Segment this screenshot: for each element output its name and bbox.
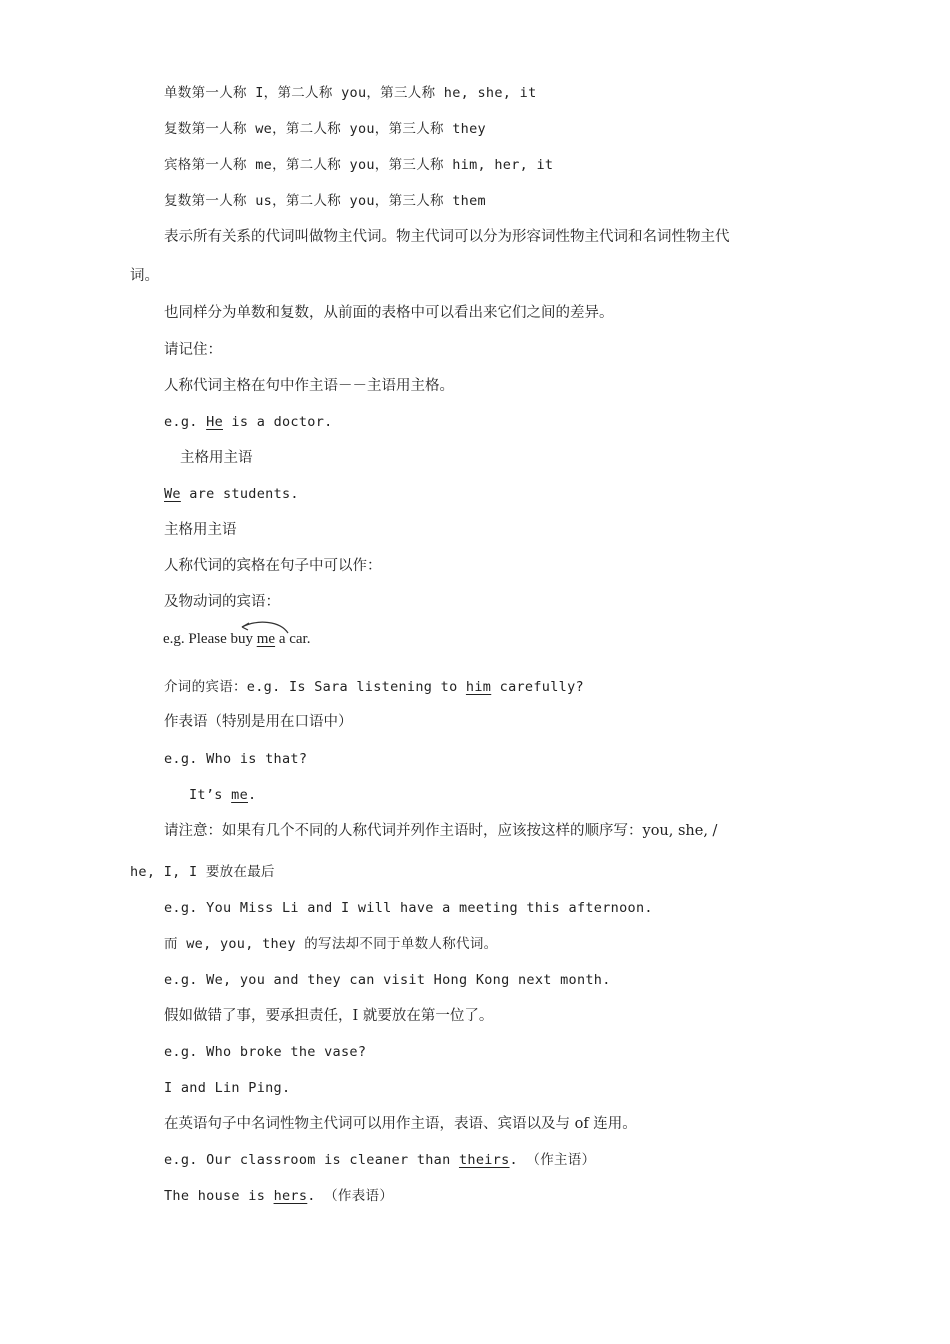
text-line: 假如做错了事，要承担责任，I 就要放在第一位了。: [164, 1008, 494, 1024]
example-prefix: e.g. Please buy: [163, 631, 257, 647]
text-line: 请记住：: [164, 342, 222, 358]
text-line: 表示所有关系的代词叫做物主代词。物主代词可以分为形容词性物主代词和名词性物主代: [164, 229, 730, 245]
example-prefix: 介词的宾语：e.g. Is Sara listening to: [164, 679, 466, 695]
text-line: 在英语句子中名词性物主代词可以用作主语，表语、宾语以及与 of 连用。: [164, 1116, 637, 1132]
text-line: 人称代词主格在句中作主语－－主语用主格。: [164, 378, 454, 394]
example-rest: a car.: [275, 631, 311, 647]
text-line: 宾格第一人称 me，第二人称 you，第三人称 him, her, it: [164, 157, 554, 173]
underlined-word: He: [206, 414, 223, 430]
text-line: 而 we, you, they 的写法却不同于单数人称代词。: [164, 936, 498, 952]
text-line: 也同样分为单数和复数，从前面的表格中可以看出来它们之间的差异。: [164, 305, 614, 321]
example-rest: .: [248, 787, 257, 803]
text-line: 及物动词的宾语：: [164, 594, 280, 610]
example-line: [164, 1150, 595, 1170]
example-line: [164, 484, 299, 504]
example-line: e.g. We, you and they can visit Hong Kong next month.: [164, 972, 611, 988]
text-line: 复数第一人称 us，第二人称 you，第三人称 them: [164, 193, 486, 209]
underlined-word: him: [465, 679, 492, 695]
underlined-word: me: [256, 631, 276, 647]
example-prefix: e.g.: [164, 414, 207, 430]
example-rest: . （作表语）: [307, 1188, 394, 1204]
example-rest: is a doctor.: [223, 414, 333, 430]
underlined-word: me: [231, 787, 248, 803]
text-line: 人称代词的宾格在句子中可以作：: [164, 558, 382, 574]
underlined-word: hers: [273, 1188, 308, 1204]
example-prefix: It’s: [189, 787, 232, 803]
text-line: 请注意：如果有几个不同的人称代词并列作主语时，应该按这样的顺序写：you, she, /: [164, 823, 718, 839]
example-line: [164, 412, 333, 432]
example-prefix: The house is: [164, 1188, 274, 1204]
text-line: 词。: [130, 268, 159, 284]
example-line: [164, 1186, 393, 1206]
annotation-line: 主格用主语: [164, 522, 237, 538]
example-line: e.g. Who is that?: [164, 751, 308, 767]
underlined-word: theirs: [458, 1152, 510, 1168]
text-line: 单数第一人称 I，第二人称 you，第三人称 he, she, it: [164, 85, 537, 101]
example-line: e.g. You Miss Li and I will have a meeting this afternoon.: [164, 900, 653, 916]
example-rest: . （作主语）: [509, 1152, 596, 1168]
example-rest: are students.: [180, 486, 299, 502]
example-prefix: e.g. Our classroom is cleaner than: [164, 1152, 459, 1168]
example-line: [164, 677, 584, 697]
example-line: I and Lin Ping.: [164, 1080, 291, 1096]
example-line: [189, 785, 256, 805]
example-rest: carefully?: [491, 679, 584, 695]
text-line: 复数第一人称 we，第二人称 you，第三人称 they: [164, 121, 486, 137]
text-line: he, I, I 要放在最后: [130, 864, 275, 880]
example-line: e.g. Who broke the vase?: [164, 1044, 367, 1060]
annotation-line: 主格用主语: [180, 450, 253, 466]
example-line: [163, 629, 310, 649]
underlined-word: We: [164, 486, 181, 502]
text-line: 作表语（特别是用在口语中）: [164, 714, 353, 730]
